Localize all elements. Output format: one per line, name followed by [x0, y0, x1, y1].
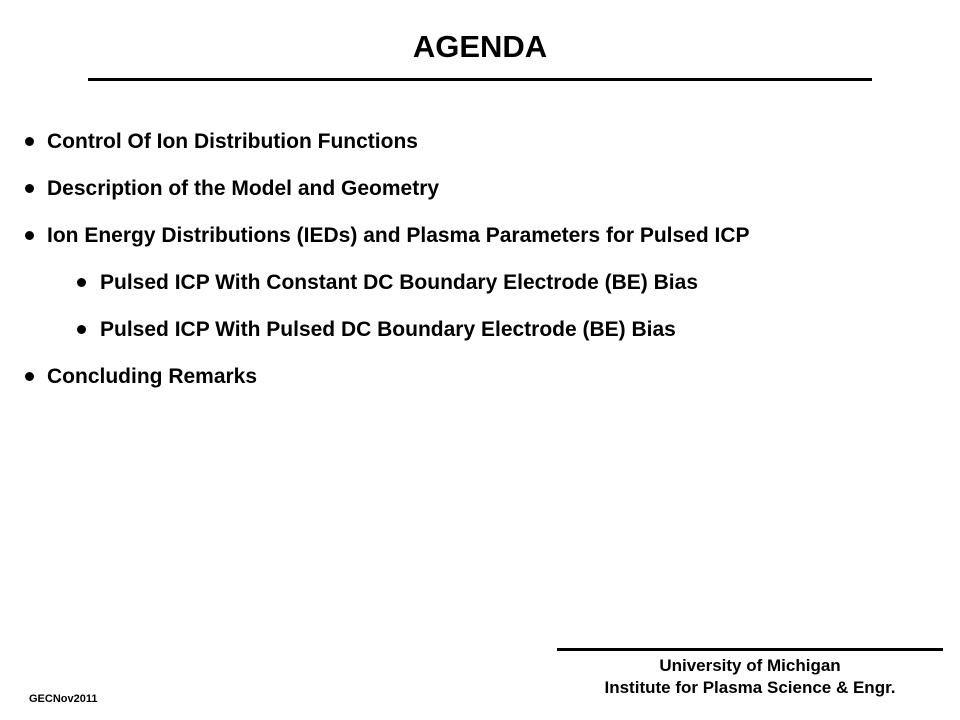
bullet-icon [77, 278, 86, 287]
bullet-icon [77, 325, 86, 334]
footer-university: University of Michigan [659, 656, 841, 675]
agenda-item [0, 165, 960, 212]
agenda-item-text: Concluding Remarks [47, 365, 258, 388]
agenda-item [0, 353, 960, 400]
slide-title: AGENDA [412, 29, 548, 64]
bullet-icon [25, 137, 34, 146]
footer-institute: Institute for Plasma Science & Engr. [604, 678, 896, 697]
footer-conference-tag: GECNov2011 [29, 693, 98, 705]
bullet-icon [25, 231, 34, 240]
agenda-item-text: Description of the Model and Geometry [47, 177, 440, 200]
footer-divider [557, 648, 943, 651]
bullet-icon [25, 372, 34, 381]
agenda-subitem [0, 259, 960, 306]
agenda-subitem [0, 306, 960, 353]
agenda-subitem-text: Pulsed ICP With Constant DC Boundary Electrode (BE) Bias [100, 271, 698, 294]
title-underline [88, 78, 872, 81]
agenda-list [0, 118, 960, 400]
agenda-item [0, 118, 960, 165]
bullet-icon [25, 184, 34, 193]
agenda-subitem-text: Pulsed ICP With Pulsed DC Boundary Electrode (BE) Bias [100, 318, 676, 341]
footer-organization [557, 655, 943, 699]
agenda-item-text: Ion Energy Distributions (IEDs) and Plasma Parameters for Pulsed ICP [47, 224, 750, 247]
agenda-item [0, 212, 960, 259]
agenda-item-text: Control Of Ion Distribution Functions [47, 130, 418, 153]
